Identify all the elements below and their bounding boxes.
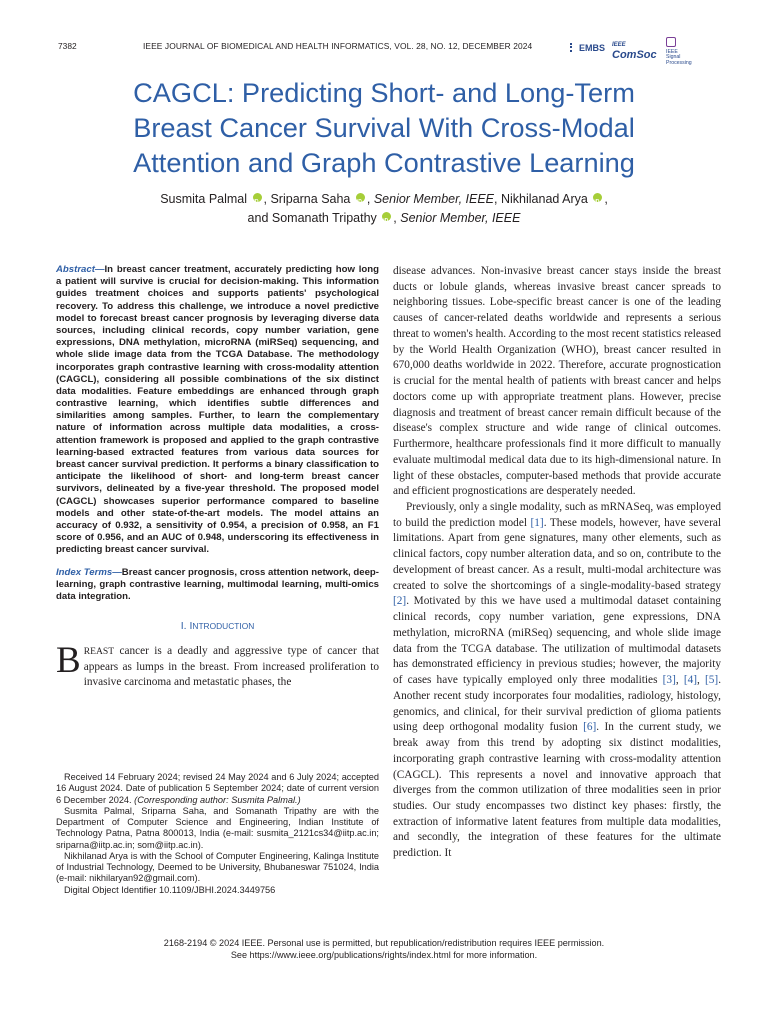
left-column [56,264,379,691]
comsoc-logo: IEEE ComSoc [612,42,657,61]
index-terms: Index Terms—Breast cancer prognosis, cross attention network, deep-learning, graph contrastive learning, multimodal learning, multi-omics data integration. [56,566,379,602]
author-conjunction: and [247,211,269,225]
embs-logo-text: EMBS [579,43,606,53]
footnote-received [56,772,379,806]
citation-link[interactable]: [6] [583,721,597,734]
citation-link[interactable]: [4] [683,674,698,687]
citation-link[interactable]: [1] [530,516,544,529]
index-terms-text: Breast cancer prognosis, cross attention network, deep-learning, graph contrastive learning, multimodal learning, multi-omics data integration. [56,566,379,602]
body-text: . Motivated by this we have used a multimodal dataset containing clinical records, copy number variation, gene expressions, DNA methylation, microRNA (miRSeq) sequencing, and whole slide image data from the TCGA database. The utilization of multimodal datasets has demonstrated efficiency in previous studies; however, the majority of cases have typically employed only three modalities [393,595,721,687]
embs-logo [570,43,605,53]
received-dates: Received 14 February 2024; revised 24 May 2024 and 6 July 2024; accepted 16 August 2024. Date of publication 5 September 2024; date of current version 6 December 2024. [56,772,379,805]
orcid-icon[interactable] [356,193,365,202]
citation-link[interactable]: [2] [393,595,407,608]
body-text: . These models, however, have several limitations. Apart from gene signatures, many other elements, such as clinical factors, copy number alteration data, and so on, contribute to the development of breast cancer. As a result, multi-modal architecture was created to solve the shortcomings of a single-modality-based strategy [393,516,721,592]
orcid-icon[interactable] [593,193,602,202]
citation-link[interactable]: [5] [705,674,719,687]
section-number: I. [180,620,187,633]
paper-title [60,75,708,180]
citation-separator: , [675,674,684,687]
author-list: Susmita Palmal iD , Sriparna Saha iD , Senior Member, IEEE, Nikhilanad Arya iD , and Somanath Tripathy iD , Senior Member, IEEE [60,190,708,228]
intro-first-word: REAST [83,646,115,658]
copyright-line: 2168-2194 © 2024 IEEE. Personal use is permitted, but republication/redistribution requires IEEE permission. [163,938,605,948]
citation-separator: , [697,674,705,687]
title-line-1: CAGCL: Predicting Short- and Long-Term [133,77,635,108]
footnote-affiliation: Susmita Palmal, Sriparna Saha, and Somanath Tripathy are with the Department of Computer Science and Engineering, Indian Institute of Technology Patna, Patna 800013, India (e-mail: susmita_2121cs34@iitp.ac.in; sriparna@iitp.ac.in; som@iitp.ac.in). [56,805,379,850]
footnotes [56,772,379,896]
corresponding-author: (Corresponding author: Susmita Palmal.) [134,794,301,805]
rights-link-line: See https://www.ieee.org/publications/rights/index.html for more information. [230,949,538,960]
title-line-3: Attention and Graph Contrastive Learning [133,147,635,178]
abstract-label: Abstract [56,264,95,275]
drop-cap: B [56,640,81,682]
body-text: . Another recent study incorporates four modalities, radiology, histology, genomics, and clinical, for their survival prediction of glioma patients using deep orthogonal modality fusion [393,674,722,734]
section-title-rest: NTRODUCTION [192,621,255,632]
footnote-affiliation: Nikhilanad Arya is with the School of Computer Engineering, Kalinga Institute of Industrial Technology, Deemed to be University, Bhubaneswar 751024, India (e-mail: nikhilaryan92@gmail.com). [56,850,379,884]
orcid-icon[interactable] [253,193,262,202]
society-logos [568,37,718,66]
journal-running-head: IEEE JOURNAL OF BIOMEDICAL AND HEALTH INFORMATICS, VOL. 28, NO. 12, DECEMBER 2024 [143,41,533,51]
body-text: Previously, only a single modality, such as mRNASeq, was employed to build the prediction model [393,501,721,529]
citation-link[interactable]: [3] [662,674,676,687]
author-name: Sriparna Saha [270,192,351,206]
right-column [393,264,721,862]
author-name: Nikhilanad Arya [500,192,588,206]
body-text: . In the current study, we break away from this trend by adopting six distinct modalities, incorporating graph contrastive learning with cross-modality attention (CAGCL). This represents a novel and innovative approach that diverges from the common utilization of three modalities seen in prior studies. Our study encompasses two distinct key phases: firstly, the extraction of informative latent features from multiple data modalities, and secondly, the integration of these features for the ultimate prediction. It [393,721,722,860]
page-header [58,39,700,66]
body-paragraph [393,500,721,862]
abstract: Abstract—In breast cancer treatment, accurately predicting how long a patient will survive is crucial for decision-making. This information guides treatment choices and supports patients' psychological recovery. To address this challenge, we introduce a novel predictive model to forecast breast cancer prognosis by leveraging diverse data sources, including clinical records, copy number variation, gene expressions, DNA methylation, microRNA (miRSeq) sequencing, and whole slide image data from the TCGA Database. The methodology incorporates graph contrastive learning with cross-modality attention (CAGCL), considering all possible combinations of the six distinct data modalities. Feature embeddings are enhanced through graph contrastive learning, which identifies subtle differences and similarities among samples. Further, to learn the complementary nature of information across multiple data modalities, a cross-attention framework is proposed and applied to the graph contrastive learning-based extracted features from various data sources for breast cancer survival prediction. It performs a binary classification to anticipate the likelihood of short- and long-term breast cancer survivors, delineated by a five-year threshold. The proposed model (CAGCL) showcases superior performance compared to baseline models and other state-of-the-art models. The model attains an accuracy of 0.932, a sensitivity of 0.954, a precision of 0.958, an F1 score of 0.956, and an AUC of 0.948, underscoring its effectiveness in predicting breast cancer survival. [56,264,379,556]
author-name: Somanath Tripathy [271,211,377,225]
title-line-2: Breast Cancer Survival With Cross-Modal [133,112,635,143]
intro-paragraph [56,640,379,691]
page-number: 7382 [58,41,77,51]
page-footer [60,938,708,961]
author-name: Susmita Palmal [160,192,248,206]
author-membership: Senior Member, IEEE [400,211,521,225]
orcid-icon[interactable] [382,212,391,221]
footnote-doi: Digital Object Identifier 10.1109/JBHI.2024.3449756 [64,884,276,895]
intro-text: cancer is a deadly and aggressive type of cancer that appears as lumps in the breast. From increased proliferation to invasive carcinoma and metastatic phases, the [83,645,379,689]
section-title-cap: I [189,620,193,633]
signal-processing-logo: IEEE Signal Processing [666,37,706,61]
index-terms-label: Index Terms [56,566,113,578]
author-membership: Senior Member, IEEE [373,192,495,206]
body-paragraph: disease advances. Non-invasive breast cancer stays inside the breast ducts or lobule glands, whereas invasive breast cancer spreads to neighboring tissues. Lobe-specific breast cancer is one of the leading causes of cancer-related deaths worldwide and represents a serious threat to women's health. According to the most recent statistics released by the World Health Organization (WHO), breast cancer resulted in 670,000 deaths worldwide in 2022. Therefore, accurate prognostication is crucial for the mental health of patients with breast cancer and helps doctors come up with appropriate treatment plans. However, precise diagnosis and treatment of breast cancer remain difficult because of the disease's complex structure and wide range of clinical outcomes. Furthermore, healthcare professionals find it more difficult to manually evaluate multimodal medical data due to its high-dimensional nature. In light of these obstacles, computer-based methods that provide accurate and efficient prognostications are desperately needed. [393,265,721,498]
section-heading [56,620,379,634]
abstract-text: In breast cancer treatment, accurately predicting how long a patient will survive is crucial for decision-making. This information guides treatment choices and supports patients' psychological recovery. To address this challenge, we introduce a novel predictive model to forecast breast cancer prognosis by leveraging diverse data sources, including clinical records, copy number variation, gene expressions, DNA methylation, microRNA (miRSeq) sequencing, and whole slide image data from the TCGA Database. The methodology incorporates graph contrastive learning with cross-modality attention (CAGCL), considering all possible combinations of the six distinct data modalities. Feature embeddings are enhanced through graph contrastive learning, which identifies subtle differences and similarities among samples. Further, to learn the complementary nature of information across multiple data modalities, a cross-attention framework is proposed and applied to the graph contrastive learning-based extracted features from various data sources for breast cancer survival prediction. It performs a binary classification to anticipate the likelihood of short- and long-term breast cancer survivors, delineated by a five-year threshold. The proposed model (CAGCL) showcases superior performance compared to baseline models and other state-of-the-art models. The model attains an accuracy of 0.932, a sensitivity of 0.954, a precision of 0.958, an F1 score of 0.956, and an AUC of 0.948, underscoring its effectiveness in predicting breast cancer survival. [56,264,379,556]
